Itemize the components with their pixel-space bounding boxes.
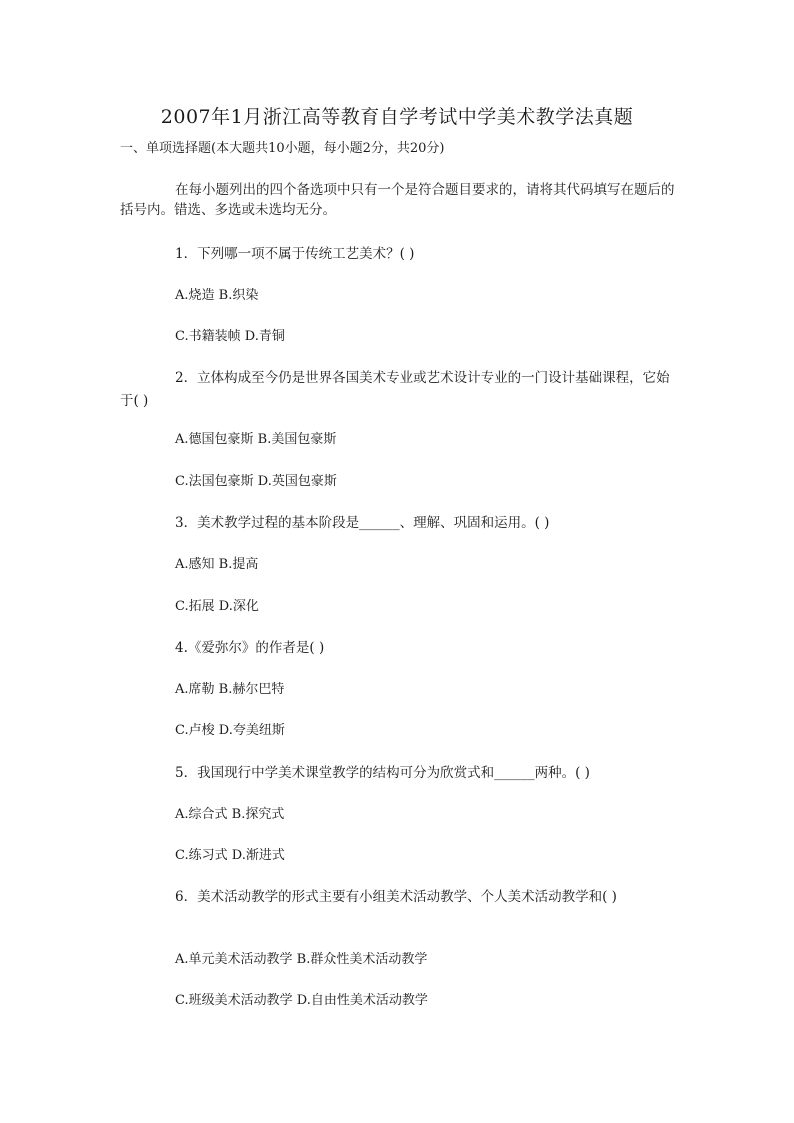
question-3-options-cd: C.拓展 D.深化 [175, 599, 259, 614]
question-5-stem: 5．我国现行中学美术课堂教学的结构可分为欣赏式和______两种。( ) [175, 765, 590, 781]
question-6-stem: 6．美术活动教学的形式主要有小组美术活动教学、个人美术活动教学和( ) [175, 889, 617, 905]
question-6-options-ab: A.单元美术活动教学 B.群众性美术活动教学 [175, 952, 428, 967]
question-1-options-ab: A.烧造 B.织染 [175, 288, 259, 303]
question-3-stem: 3．美术教学过程的基本阶段是______、理解、巩固和运用。( ) [175, 515, 550, 531]
question-4-stem: 4.《爱弥尔》的作者是( ) [175, 640, 325, 656]
question-1-options-cd: C.书籍装帧 D.青铜 [175, 329, 285, 344]
question-5-options-cd: C.练习式 D.渐进式 [175, 848, 285, 863]
question-4-options-cd: C.卢梭 D.夸美纽斯 [175, 723, 285, 738]
question-4-options-ab: A.席勒 B.赫尔巴特 [175, 682, 285, 697]
section-heading: 一、单项选择题(本大题共10小题，每小题2分，共20分) [120, 141, 445, 156]
question-2-options-cd: C.法国包豪斯 D.英国包豪斯 [175, 474, 337, 489]
question-6-options-cd: C.班级美术活动教学 D.自由性美术活动教学 [175, 993, 428, 1008]
instructions-paragraph: 在每小题列出的四个备选项中只有一个是符合题目要求的，请将其代码填写在题后的括号内。错选、多选或未选均无分。 [120, 182, 675, 218]
question-5-options-ab: A.综合式 B.探究式 [175, 807, 285, 822]
question-1-stem: 1．下列哪一项不属于传统工艺美术？( ) [175, 246, 415, 262]
question-2-options-ab: A.德国包豪斯 B.美国包豪斯 [175, 432, 337, 447]
document-title: 2007年1月浙江高等教育自学考试中学美术教学法真题 [160, 106, 634, 128]
question-2-stem: 2．立体构成至今仍是世界各国美术专业或艺术设计专业的一门设计基础课程，它始于( ) [120, 370, 670, 409]
question-3-options-ab: A.感知 B.提高 [175, 557, 259, 572]
